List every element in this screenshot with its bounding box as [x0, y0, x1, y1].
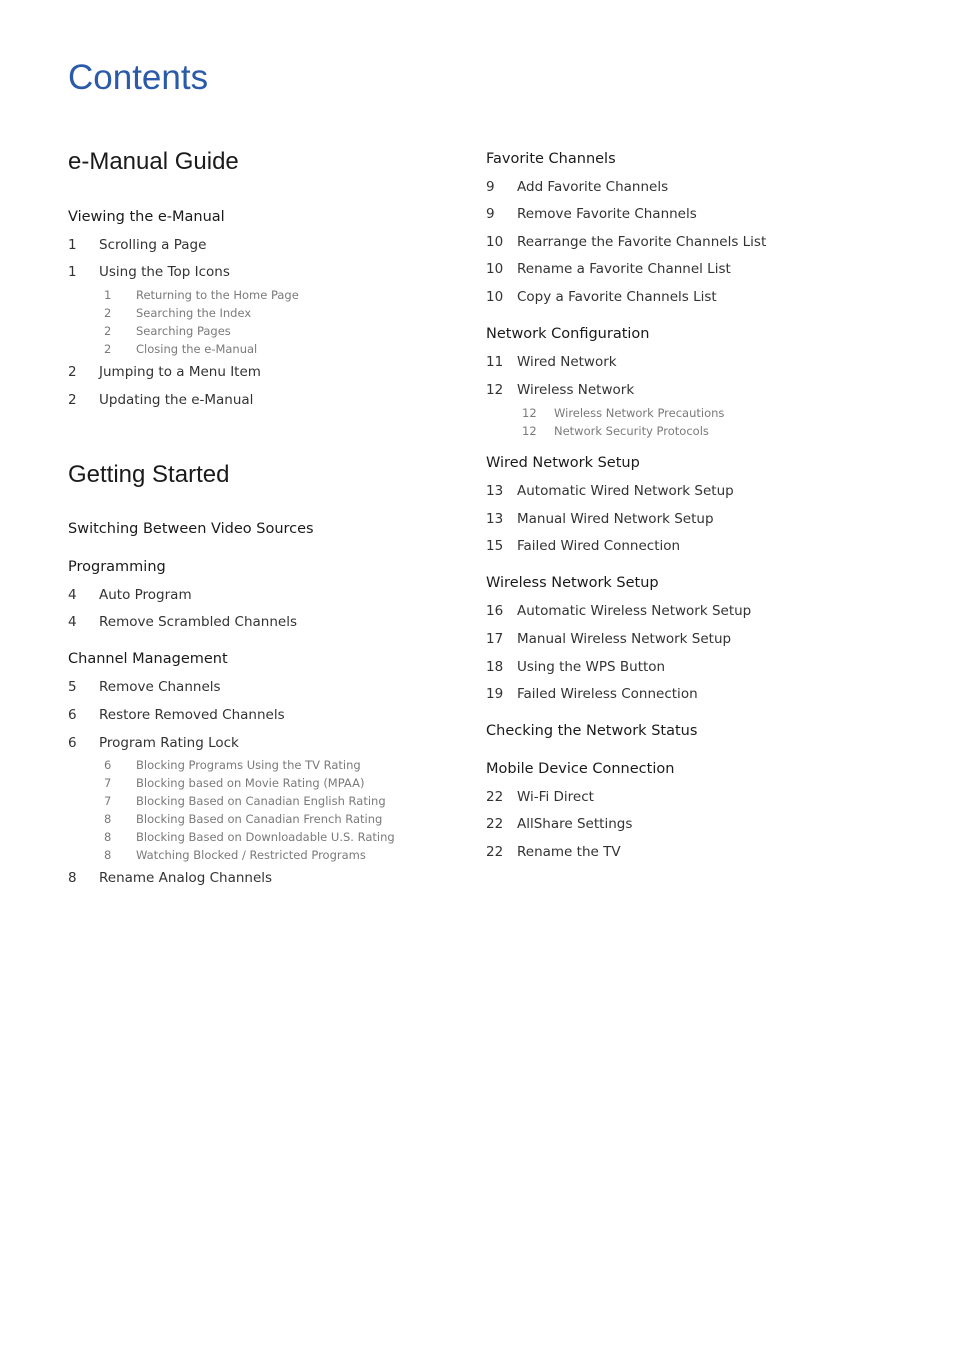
page-number: 18 — [486, 659, 504, 675]
subentry-label: Blocking Based on Downloadable U.S. Rating — [136, 830, 395, 844]
subentry-label: Watching Blocked / Restricted Programs — [136, 848, 366, 862]
entry-label: Program Rating Lock — [99, 735, 239, 751]
page-number: 22 — [486, 844, 504, 860]
page-number: 13 — [486, 511, 504, 527]
entry-label: Automatic Wireless Network Setup — [517, 603, 752, 619]
subentry-label: Blocking Based on Canadian English Rating — [136, 794, 386, 808]
subentry-label: Searching Pages — [136, 324, 231, 338]
entry-label: Remove Scrambled Channels — [99, 614, 297, 630]
chapter-heading-e-manual-guide: e-Manual Guide — [68, 148, 239, 175]
page-number: 12 — [486, 382, 504, 398]
section-favorite-channels[interactable]: Favorite Channels — [486, 151, 616, 167]
entry-label: Rename a Favorite Channel List — [517, 261, 731, 277]
page-number: 13 — [486, 483, 504, 499]
section-network-configuration[interactable]: Network Configuration — [486, 326, 650, 342]
entry-label: Failed Wireless Connection — [517, 686, 698, 702]
entry-label: Wireless Network — [517, 382, 635, 398]
entry-label: AllShare Settings — [517, 816, 633, 832]
page-number: 1 — [68, 264, 77, 280]
section-channel-management[interactable]: Channel Management — [68, 651, 228, 667]
entry-label: Add Favorite Channels — [517, 179, 669, 195]
entry-label: Updating the e-Manual — [99, 392, 254, 408]
page-number: 8 — [104, 812, 112, 826]
page-number: 10 — [486, 261, 504, 277]
subentry-label: Closing the e-Manual — [136, 342, 258, 356]
page-number: 2 — [104, 342, 112, 356]
page-number: 11 — [486, 354, 504, 370]
section-checking-network-status[interactable]: Checking the Network Status — [486, 723, 698, 739]
entry-label: Rearrange the Favorite Channels List — [517, 234, 767, 250]
page-number: 16 — [486, 603, 504, 619]
page-number: 22 — [486, 816, 504, 832]
page-number: 17 — [486, 631, 504, 647]
page-number: 4 — [68, 587, 77, 603]
subentry-label: Network Security Protocols — [554, 424, 709, 438]
entry-label: Jumping to a Menu Item — [99, 364, 261, 380]
section-switching-video-sources[interactable]: Switching Between Video Sources — [68, 521, 314, 537]
section-viewing-e-manual[interactable]: Viewing the e-Manual — [68, 209, 225, 225]
page-number: 7 — [104, 794, 112, 808]
entry-label: Scrolling a Page — [99, 237, 207, 253]
entry-label: Auto Program — [99, 587, 192, 603]
page-number: 8 — [104, 830, 112, 844]
entry-label: Copy a Favorite Channels List — [517, 289, 717, 305]
chapter-heading-getting-started: Getting Started — [68, 461, 230, 488]
page-number: 12 — [522, 424, 537, 438]
section-mobile-device-connection[interactable]: Mobile Device Connection — [486, 761, 675, 777]
entry-label: Manual Wired Network Setup — [517, 511, 714, 527]
subentry-label: Blocking based on Movie Rating (MPAA) — [136, 776, 365, 790]
page-number: 15 — [486, 538, 504, 554]
entry-label: Using the WPS Button — [517, 659, 666, 675]
entry-label: Automatic Wired Network Setup — [517, 483, 734, 499]
page-title: Contents — [68, 58, 209, 97]
entry-label: Remove Favorite Channels — [517, 206, 697, 222]
entry-label: Using the Top Icons — [99, 264, 230, 280]
page-number: 12 — [522, 406, 537, 420]
page-number: 10 — [486, 234, 504, 250]
page-number: 10 — [486, 289, 504, 305]
page-number: 1 — [68, 237, 77, 253]
entry-label: Failed Wired Connection — [517, 538, 681, 554]
page-number: 6 — [68, 707, 77, 723]
page-number: 4 — [68, 614, 77, 630]
subentry-label: Blocking Programs Using the TV Rating — [136, 758, 361, 772]
page-number: 1 — [104, 288, 112, 302]
page-number: 19 — [486, 686, 504, 702]
section-programming[interactable]: Programming — [68, 559, 166, 575]
page-number: 9 — [486, 179, 495, 195]
section-wired-network-setup[interactable]: Wired Network Setup — [486, 455, 640, 471]
entry-label: Wi-Fi Direct — [517, 789, 594, 805]
page-number: 5 — [68, 679, 77, 695]
page-number: 7 — [104, 776, 112, 790]
subentry-label: Wireless Network Precautions — [554, 406, 725, 420]
subentry-label: Searching the Index — [136, 306, 252, 320]
entry-label: Manual Wireless Network Setup — [517, 631, 732, 647]
page-number: 9 — [486, 206, 495, 222]
subentry-label: Blocking Based on Canadian French Rating — [136, 812, 383, 826]
entry-label: Restore Removed Channels — [99, 707, 285, 723]
page-number: 6 — [68, 735, 77, 751]
page-number: 8 — [68, 870, 77, 886]
page-number: 2 — [68, 392, 77, 408]
page-number: 2 — [104, 324, 112, 338]
entry-label: Remove Channels — [99, 679, 221, 695]
page-number: 6 — [104, 758, 112, 772]
entry-label: Rename Analog Channels — [99, 870, 273, 886]
page-number: 2 — [68, 364, 77, 380]
subentry-label: Returning to the Home Page — [136, 288, 299, 302]
page-number: 2 — [104, 306, 112, 320]
page-number: 22 — [486, 789, 504, 805]
entry-label: Rename the TV — [517, 844, 621, 860]
page-number: 8 — [104, 848, 112, 862]
section-wireless-network-setup[interactable]: Wireless Network Setup — [486, 575, 659, 591]
entry-label: Wired Network — [517, 354, 617, 370]
